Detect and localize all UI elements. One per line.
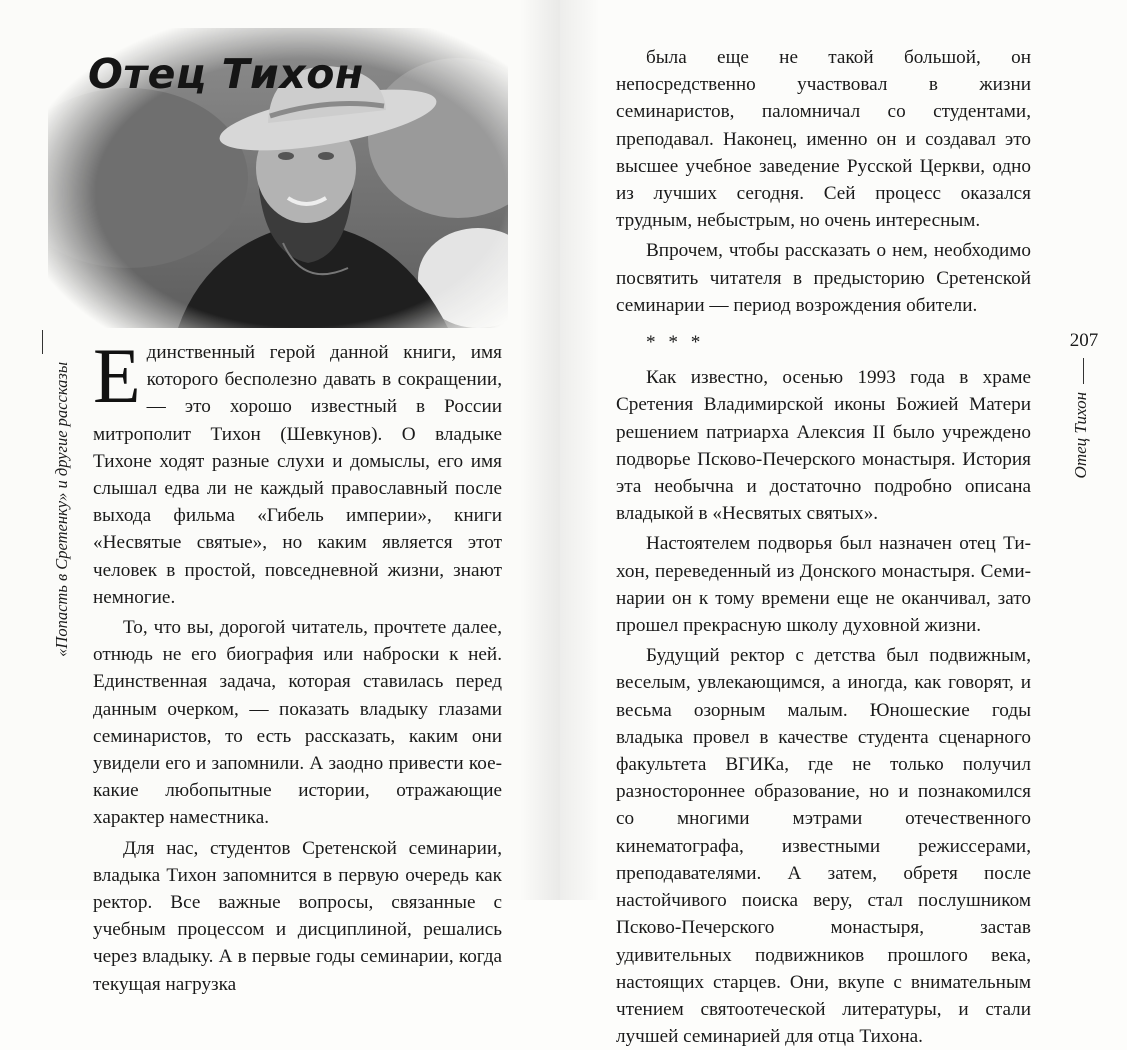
paragraph: Будущий ректор с детства был подвижным, веселым, увлекающимся, а иногда, как говорят, и весьма озорным малым. Юношеские годы владыка провел в качестве студента сценарного факультета ВГИКа, где не только получил разностороннее образование, но и познакомился со многими мэтрами отечественного кинематографа, известными режиссерами, преподавателями. А затем, обретя после настойчивого поиска веру, стал послушником Псково-Печерского монастыря, застав удивительных подвижников прошлого века, настоящих старцев. Они, вкупе с внимательным чтением святоотеческой литературы, и стали лучшей семинарией для отца Тихона. — [616, 645, 1031, 1048]
header-rule — [42, 330, 43, 354]
book-title: «Попасть в Сретенку» и другие рассказы — [52, 362, 71, 657]
right-body-text — [616, 44, 1031, 1050]
running-header-right — [1060, 312, 1110, 512]
header-rule — [1083, 358, 1084, 384]
paragraph: Как известно, осенью 1993 года в храме Сретения Владимирской иконы Божией Матери решением патриарха Алексия II было учреждено подворье Псково-Печерского монастыря. История эта необычна и достаточно подробно описана владыкой в «Несвятых святых». — [616, 367, 1031, 525]
paragraph: Настоятелем подворья был назначен отец Тихон, переведенный из Донского монастыря. Семинарии он к тому времени еще не оканчивал, зато прошел прекрасную школу духовной жизни. — [616, 533, 1031, 637]
left-body-text — [93, 332, 502, 998]
chapter-running-title: Отец Тихон — [1071, 392, 1090, 479]
paragraph: была еще не такой большой, он непосредственно участвовал в жизни семинаристов, паломничал со студентами, преподавал. Наконец, именно он и создавал это высшее учебное заведение Русской Церкви, одно из лучших сегодня. Сей процесс оказался трудным, небыстрым, но очень интересным. — [616, 47, 1031, 232]
paragraph: Для нас, студентов Сретенской семинарии, владыка Тихон запомнится в первую очередь как ректор. Все важные вопросы, связанные с учебным процессом и дисциплиной, решались через владыку. А в первые годы семинарии, когда текущая нагрузка — [93, 837, 502, 995]
paragraph: Единственный герой данной книги, имя которого бесполезно давать в сокращении, — это хорошо известный в России митрополит Тихон (Шевкунов). О владыке Тихоне ходят разные слухи и домыслы, его имя слышал едва ли не каждый православный после выхода фильма «Гибель империи», книги «Несвятые святые», но каким является этот человек в простой, повседневной жизни, знают немногие. — [93, 332, 502, 608]
drop-cap: Е — [93, 332, 141, 419]
paragraph: То, что вы, дорогой читатель, прочтете далее, отнюдь не его биография или наброски к ней. Единственная задача, которая ставилась перед данным очерком, — показать владыку глазами семинаристов, то есть рассказать, каким они увидели его и запомнили. А заодно привести кое-какие любопытные истории, отражающие характер наместника. — [93, 617, 502, 829]
paragraph: Впрочем, чтобы рассказать о нем, необходимо посвятить читателя в предысторию Сретенской семинарии — период возрождения обители. — [616, 240, 1031, 316]
running-header-left — [20, 330, 71, 870]
page-number: 207 — [1069, 330, 1099, 351]
section-separator: * * * — [646, 332, 705, 354]
chapter-title: Отец Тихон — [88, 50, 364, 98]
